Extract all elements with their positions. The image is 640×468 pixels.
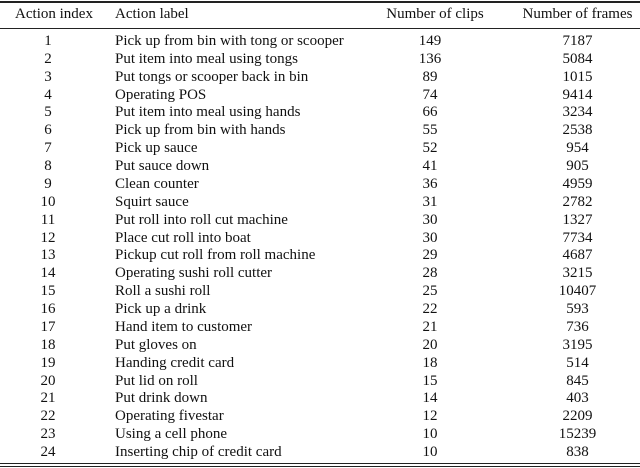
cell-number-of-clips: 66: [422, 104, 438, 121]
cell-action-index: 8: [44, 158, 52, 175]
cell-action-index: 11: [40, 211, 56, 228]
header-number-of-clips: Number of clips: [386, 6, 484, 22]
cell-number-of-frames: 905: [566, 158, 589, 175]
cell-action-index: 6: [44, 122, 52, 139]
cell-number-of-clips: 52: [422, 140, 438, 157]
cell-action-label: Pick up from bin with hands: [115, 122, 286, 139]
cell-number-of-frames: 9414: [562, 86, 593, 103]
table-row: [0, 211, 640, 229]
cell-number-of-clips: 89: [422, 68, 438, 85]
cell-number-of-frames: 3195: [562, 336, 593, 353]
cell-number-of-frames: 4687: [562, 247, 593, 264]
cell-action-index: 9: [44, 175, 52, 192]
cell-number-of-clips: 74: [422, 86, 438, 103]
cell-number-of-frames: 15239: [558, 426, 597, 443]
cell-number-of-clips: 21: [422, 318, 438, 335]
header-action-label: Action label: [115, 6, 189, 22]
header-rule: [0, 28, 640, 29]
cell-number-of-clips: 30: [422, 229, 438, 246]
cell-action-index: 15: [40, 283, 56, 300]
cell-number-of-clips: 28: [422, 265, 438, 282]
cell-action-label: Clean counter: [115, 175, 199, 192]
table-row: [0, 175, 640, 193]
table-row: [0, 372, 640, 390]
cell-action-index: 20: [40, 372, 56, 389]
cell-number-of-frames: 514: [566, 354, 589, 371]
table-row: [0, 68, 640, 86]
cell-number-of-frames: 7734: [562, 229, 593, 246]
cell-action-label: Put roll into roll cut machine: [115, 211, 288, 228]
cell-action-index: 13: [40, 247, 56, 264]
cell-number-of-clips: 55: [422, 122, 438, 139]
table-row: [0, 407, 640, 425]
table-row: [0, 32, 640, 50]
cell-action-index: 22: [40, 408, 56, 425]
cell-action-index: 18: [40, 336, 56, 353]
table-row: [0, 246, 640, 264]
table-row: [0, 443, 640, 461]
table-row: [0, 336, 640, 354]
cell-action-index: 10: [40, 193, 56, 210]
cell-action-index: 2: [44, 50, 52, 67]
cell-action-index: 7: [44, 140, 52, 157]
cell-number-of-frames: 5084: [562, 50, 593, 67]
cell-number-of-frames: 838: [566, 444, 589, 460]
cell-action-label: Roll a sushi roll: [115, 283, 211, 300]
cell-number-of-frames: 1015: [562, 68, 593, 85]
cell-number-of-frames: 736: [566, 318, 589, 335]
cell-action-label: Put lid on roll: [115, 372, 198, 389]
cell-action-label: Using a cell phone: [115, 426, 228, 443]
cell-number-of-clips: 22: [422, 301, 438, 318]
table-row: [0, 193, 640, 211]
cell-number-of-clips: 149: [418, 33, 442, 49]
cell-number-of-clips: 15: [422, 372, 438, 389]
cell-action-label: Put item into meal using hands: [115, 104, 301, 121]
cell-number-of-clips: 18: [422, 354, 438, 371]
cell-number-of-clips: 14: [422, 390, 438, 407]
cell-number-of-frames: 2209: [562, 408, 593, 425]
cell-action-label: Operating sushi roll cutter: [115, 265, 273, 282]
cell-number-of-frames: 2538: [562, 122, 593, 139]
table-row: [0, 157, 640, 175]
cell-action-label: Hand item to customer: [115, 318, 253, 335]
cell-number-of-frames: 593: [566, 301, 589, 318]
table-row: [0, 229, 640, 247]
cell-action-label: Operating POS: [115, 86, 207, 103]
table-row: [0, 86, 640, 104]
cell-number-of-clips: 10: [422, 444, 438, 460]
cell-action-label: Put gloves on: [115, 336, 197, 353]
table-row: [0, 318, 640, 336]
table-row: [0, 139, 640, 157]
table-row: [0, 282, 640, 300]
cell-number-of-clips: 30: [422, 211, 438, 228]
cell-number-of-clips: 12: [422, 408, 438, 425]
cell-action-label: Pick up sauce: [115, 140, 198, 157]
cell-action-index: 21: [40, 390, 56, 407]
cell-action-label: Place cut roll into boat: [115, 229, 251, 246]
table-row: [0, 121, 640, 139]
header-number-of-frames: Number of frames: [522, 6, 633, 22]
bottom-rule: [0, 463, 640, 464]
cell-action-label: Put sauce down: [115, 158, 210, 175]
cell-action-index: 14: [40, 265, 56, 282]
cell-action-index: 16: [40, 301, 56, 318]
cell-number-of-frames: 3234: [562, 104, 593, 121]
table-row: [0, 103, 640, 121]
table-row: [0, 354, 640, 372]
cell-number-of-frames: 10407: [558, 283, 597, 300]
table-row: [0, 425, 640, 443]
bottom-rule-2: [0, 466, 640, 467]
cell-action-index: 24: [40, 444, 56, 460]
cell-action-label: Pickup cut roll from roll machine: [115, 247, 316, 264]
cell-action-index: 12: [40, 229, 56, 246]
cell-number-of-frames: 403: [566, 390, 589, 407]
cell-action-index: 19: [40, 354, 56, 371]
cell-action-label: Inserting chip of credit card: [115, 444, 282, 460]
cell-number-of-frames: 2782: [562, 193, 593, 210]
cell-number-of-clips: 41: [422, 158, 438, 175]
table-row: [0, 300, 640, 318]
cell-action-index: 4: [44, 86, 52, 103]
cell-action-label: Squirt sauce: [115, 193, 189, 210]
table-header: [0, 5, 640, 23]
table-row: [0, 264, 640, 282]
cell-number-of-clips: 25: [422, 283, 438, 300]
cell-number-of-clips: 136: [418, 50, 442, 67]
cell-action-label: Put tongs or scooper back in bin: [115, 68, 309, 85]
cell-number-of-clips: 31: [422, 193, 438, 210]
cell-action-label: Put drink down: [115, 390, 208, 407]
cell-number-of-frames: 845: [566, 372, 589, 389]
cell-action-label: Handing credit card: [115, 354, 235, 371]
top-rule: [0, 1, 640, 3]
cell-action-index: 5: [44, 104, 52, 121]
cell-number-of-frames: 7187: [562, 33, 593, 49]
cell-number-of-frames: 954: [566, 140, 589, 157]
cell-number-of-frames: 1327: [562, 211, 593, 228]
table-row: [0, 389, 640, 407]
cell-action-label: Pick up a drink: [115, 301, 207, 318]
cell-action-label: Operating fivestar: [115, 408, 224, 425]
cell-number-of-clips: 20: [422, 336, 438, 353]
header-action-index: Action index: [15, 6, 93, 22]
cell-number-of-clips: 29: [422, 247, 438, 264]
cell-number-of-clips: 36: [422, 175, 438, 192]
cell-number-of-clips: 10: [422, 426, 438, 443]
cell-action-label: Put item into meal using tongs: [115, 50, 298, 67]
cell-action-index: 1: [44, 33, 52, 49]
cell-number-of-frames: 4959: [562, 175, 593, 192]
cell-action-index: 17: [40, 318, 56, 335]
table-row: [0, 50, 640, 68]
cell-action-index: 3: [44, 68, 52, 85]
cell-action-label: Pick up from bin with tong or scooper: [115, 33, 344, 49]
cell-action-index: 23: [40, 426, 56, 443]
cell-number-of-frames: 3215: [562, 265, 593, 282]
